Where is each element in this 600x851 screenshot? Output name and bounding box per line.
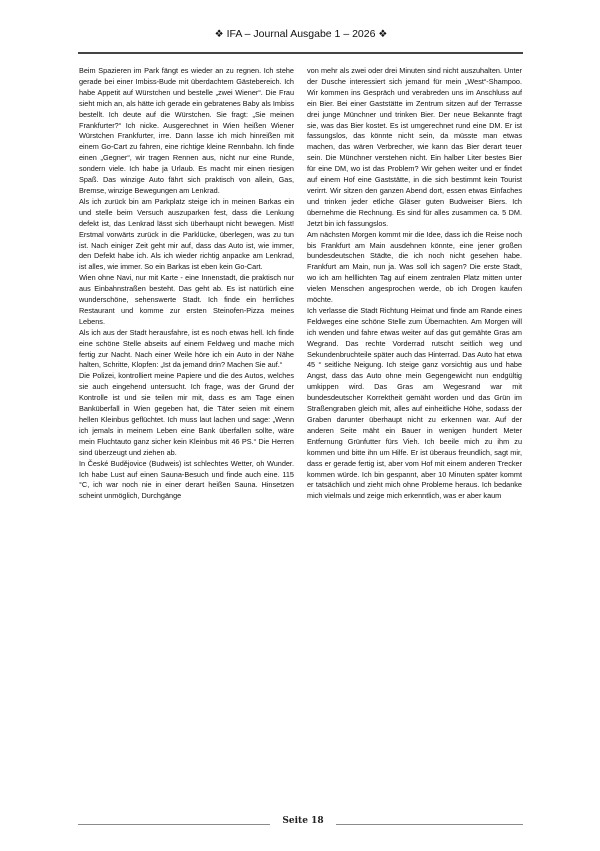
paragraph: Am nächsten Morgen kommt mir die Idee, dass ich die Reise noch bis Frankfurt am Main ausdehnen könnte, eine jener großen bundesdeutschen Städte, die ich noch nicht gesehen habe. Frankfurt am Main, nun ja. Was soll ich sagen? Die erste Stadt, wo ich am helllichten Tag auf einem zentralen Platz mitten unter vielen Menschen angesprochen werde, ob ich Drogen kaufen möchte. xyxy=(307,229,522,305)
journal-title: IFA – Journal Ausgabe 1 – 2026 xyxy=(226,28,376,40)
paragraph: Beim Spazieren im Park fängt es wieder an zu regnen. Ich stehe gerade bei einer Imbiss-Bude mit überdachtem Gästebereich. Ich habe Appetit auf Würstchen und bestelle „zwei Wiener“. Die Frau sieht mich an, als hätte ich gerade ein gebratenes Baby als Imbiss bestellt. Ich deute auf die Würstchen. Sie fragt: „Sie meinen Frankfurter?“ Ich nicke. Ausgerechnet in Wien heißen Wiener Würstchen Frankfurter, irre. Dann lasse ich mich hinreißen mit einem Go-Cart zu fahren, eine richtige kleine Rennbahn. Ich finde einen „Gegner“, wir tragen Rennen aus, nicht nur eine Runde, sondern viele. Ich habe ja Urlaub. Es macht mir einen riesigen Spaß. Das winzige Auto fährt sich praktisch von allein, Gas, Bremse, winzige Bewegungen am Lenkrad. xyxy=(79,66,294,195)
paragraph: Ich verlasse die Stadt Richtung Heimat und finde am Rande eines Feldweges eine schöne Stelle zum Übernachten. Am Morgen will ich wenden und fahre etwas weiter auf das gut gemähte Gras am Wegrand. Das rechte Vorderrad rutscht seitlich weg und Sekundenbruchteile später auch das Hinterrad. Das Auto hat etwa 45 ° seitliche Neigung. Ich steige ganz vorsichtig aus und habe Angst, dass das Auto ohne mein Gegengewicht nun endgültig umkippen wird. Das Gras am Wegesrand war mit bundesdeutscher Korrektheit gemäht worden und das Grün im Straßengraben gleich mit, alles auf einheitliche Höhe, sodass der Graben darunter überhaupt nicht zu erkennen war. Auf der anderen Seite mäht ein Bauer in wenigen hundert Meter Entfernung Grünfutter fürs Vieh. Ich beeile mich zu ihm zu kommen und bitte ihn um Hilfe. Er ist überaus freundlich, sagt mir, dass er gerade fertig ist, aber vom Hof mit einem anderen Trecker kommen würde. Ich bin gespannt, aber 10 Minuten später kommt er tatsächlich und zieht mich ohne Probleme heraus. Ich bedanke mich vielmals und zeige mich erkenntlich, was er aber kaum xyxy=(307,305,522,501)
paragraph: Wien ohne Navi, nur mit Karte - eine Innenstadt, die praktisch nur aus Einbahnstraßen besteht. Das geht ab. Es ist natürlich eine wunderschöne, sehenswerte Stadt. Ich finde ein herrliches Restaurant und komme zur ersten Steinofen-Pizza meines Lebens. xyxy=(79,273,294,326)
paragraph: In České Budějovice (Budweis) ist schlechtes Wetter, oh Wunder. Ich habe Lust auf einen Sauna-Besuch und finde auch eine. 115 °C, ich war noch nie in einer derart heißen Sauna. Hinsetzen scheint unmöglich, Durchgänge xyxy=(79,458,294,501)
text-column-right xyxy=(307,66,522,794)
page-number: Seite 18 xyxy=(282,816,324,826)
diamond-ornament-icon: ❖ xyxy=(378,29,388,40)
page-footer xyxy=(78,816,523,830)
footer-rule-left xyxy=(78,824,270,825)
diamond-ornament-icon: ❖ xyxy=(214,29,224,40)
running-header xyxy=(86,28,516,46)
paragraph: Als ich aus der Stadt herausfahre, ist es noch etwas hell. Ich finde eine schöne Stelle abseits auf einem Feldweg und mache mich fertig zur Nacht. Nach einer Weile höre ich ein Auto in der Nähe halten, Schritte, Klopfen: „Ist da jemand drin? Machen Sie auf.“ xyxy=(79,327,294,370)
header-rule xyxy=(78,52,523,54)
text-column-left xyxy=(79,66,294,794)
paragraph: Als ich zurück bin am Parkplatz steige ich in meinen Barkas ein und stelle beim Versuch auszuparken fest, dass die Lenkung defekt ist, das Lenkrad lässt sich überhaupt nicht bewegen. Mist! Erstmal vorwärts zurück in die Parklücke, überlegen, was zu tun ist. Nach einiger Zeit geht mir auf, dass das Auto ist, wie immer, den Defekt habe ich. Als ich wieder richtig anpacke am Lenkrad, ist alles, wie immer. So ein Barkas ist eben kein Go-Cart. xyxy=(79,196,294,272)
paragraph: von mehr als zwei oder drei Minuten sind nicht auszuhalten. Unter der Dusche interessiert sich jemand für mein „West“-Shampoo. Wir kommen ins Gespräch und verabreden uns im Anschluss auf ein Bier. Bei einer Gaststätte im Zentrum sitzen auf der Terrasse drei junge Münchner und trinken Bier. Der neue Bekannte fragt sie, was das Bier kostet. Es ist umgerechnet rund eine DM. Er ist fassungslos, das könnte nicht sein, da müsste man etwas machen, das wären Verbrecher, wie kann das Bier derart teuer sein. Die Münchner verstehen nicht. Ein halber Liter bestes Bier für eine DM, wo ist das Problem? Wir gehen weiter und er findet auf einem Hof eine Gaststätte, in die sich bestimmt kein Tourist verirrt. Wir sitzen den ganzen Abend dort, essen etwas Einfaches und trinken jeder etliche Gläser guten Budweiser Biers. Ich übernehme die Rechnung. Es sind für alles zusammen ca. 5 DM. Jetzt bin ich fassungslos. xyxy=(307,66,522,228)
paragraph: Die Polizei, kontrolliert meine Papiere und die des Autos, welches sie auch eingehend untersucht. Ich frage, was der Grund der Kontrolle ist und sie teilen mir mit, dass es am Tage einen Banküberfall in Wien gegeben hat, die Täter seien mit einem hellen Kleinbus geflüchtet. Ich muss laut lachen und sage: „Wenn ich jemals in meinem Leben eine Bank überfallen sollte, wäre mein Fluchtauto ganz sicher kein Kleinbus mit 46 PS.“ Die Herren sind überzeugt und ziehen ab. xyxy=(79,371,294,457)
footer-rule-right xyxy=(336,824,523,825)
